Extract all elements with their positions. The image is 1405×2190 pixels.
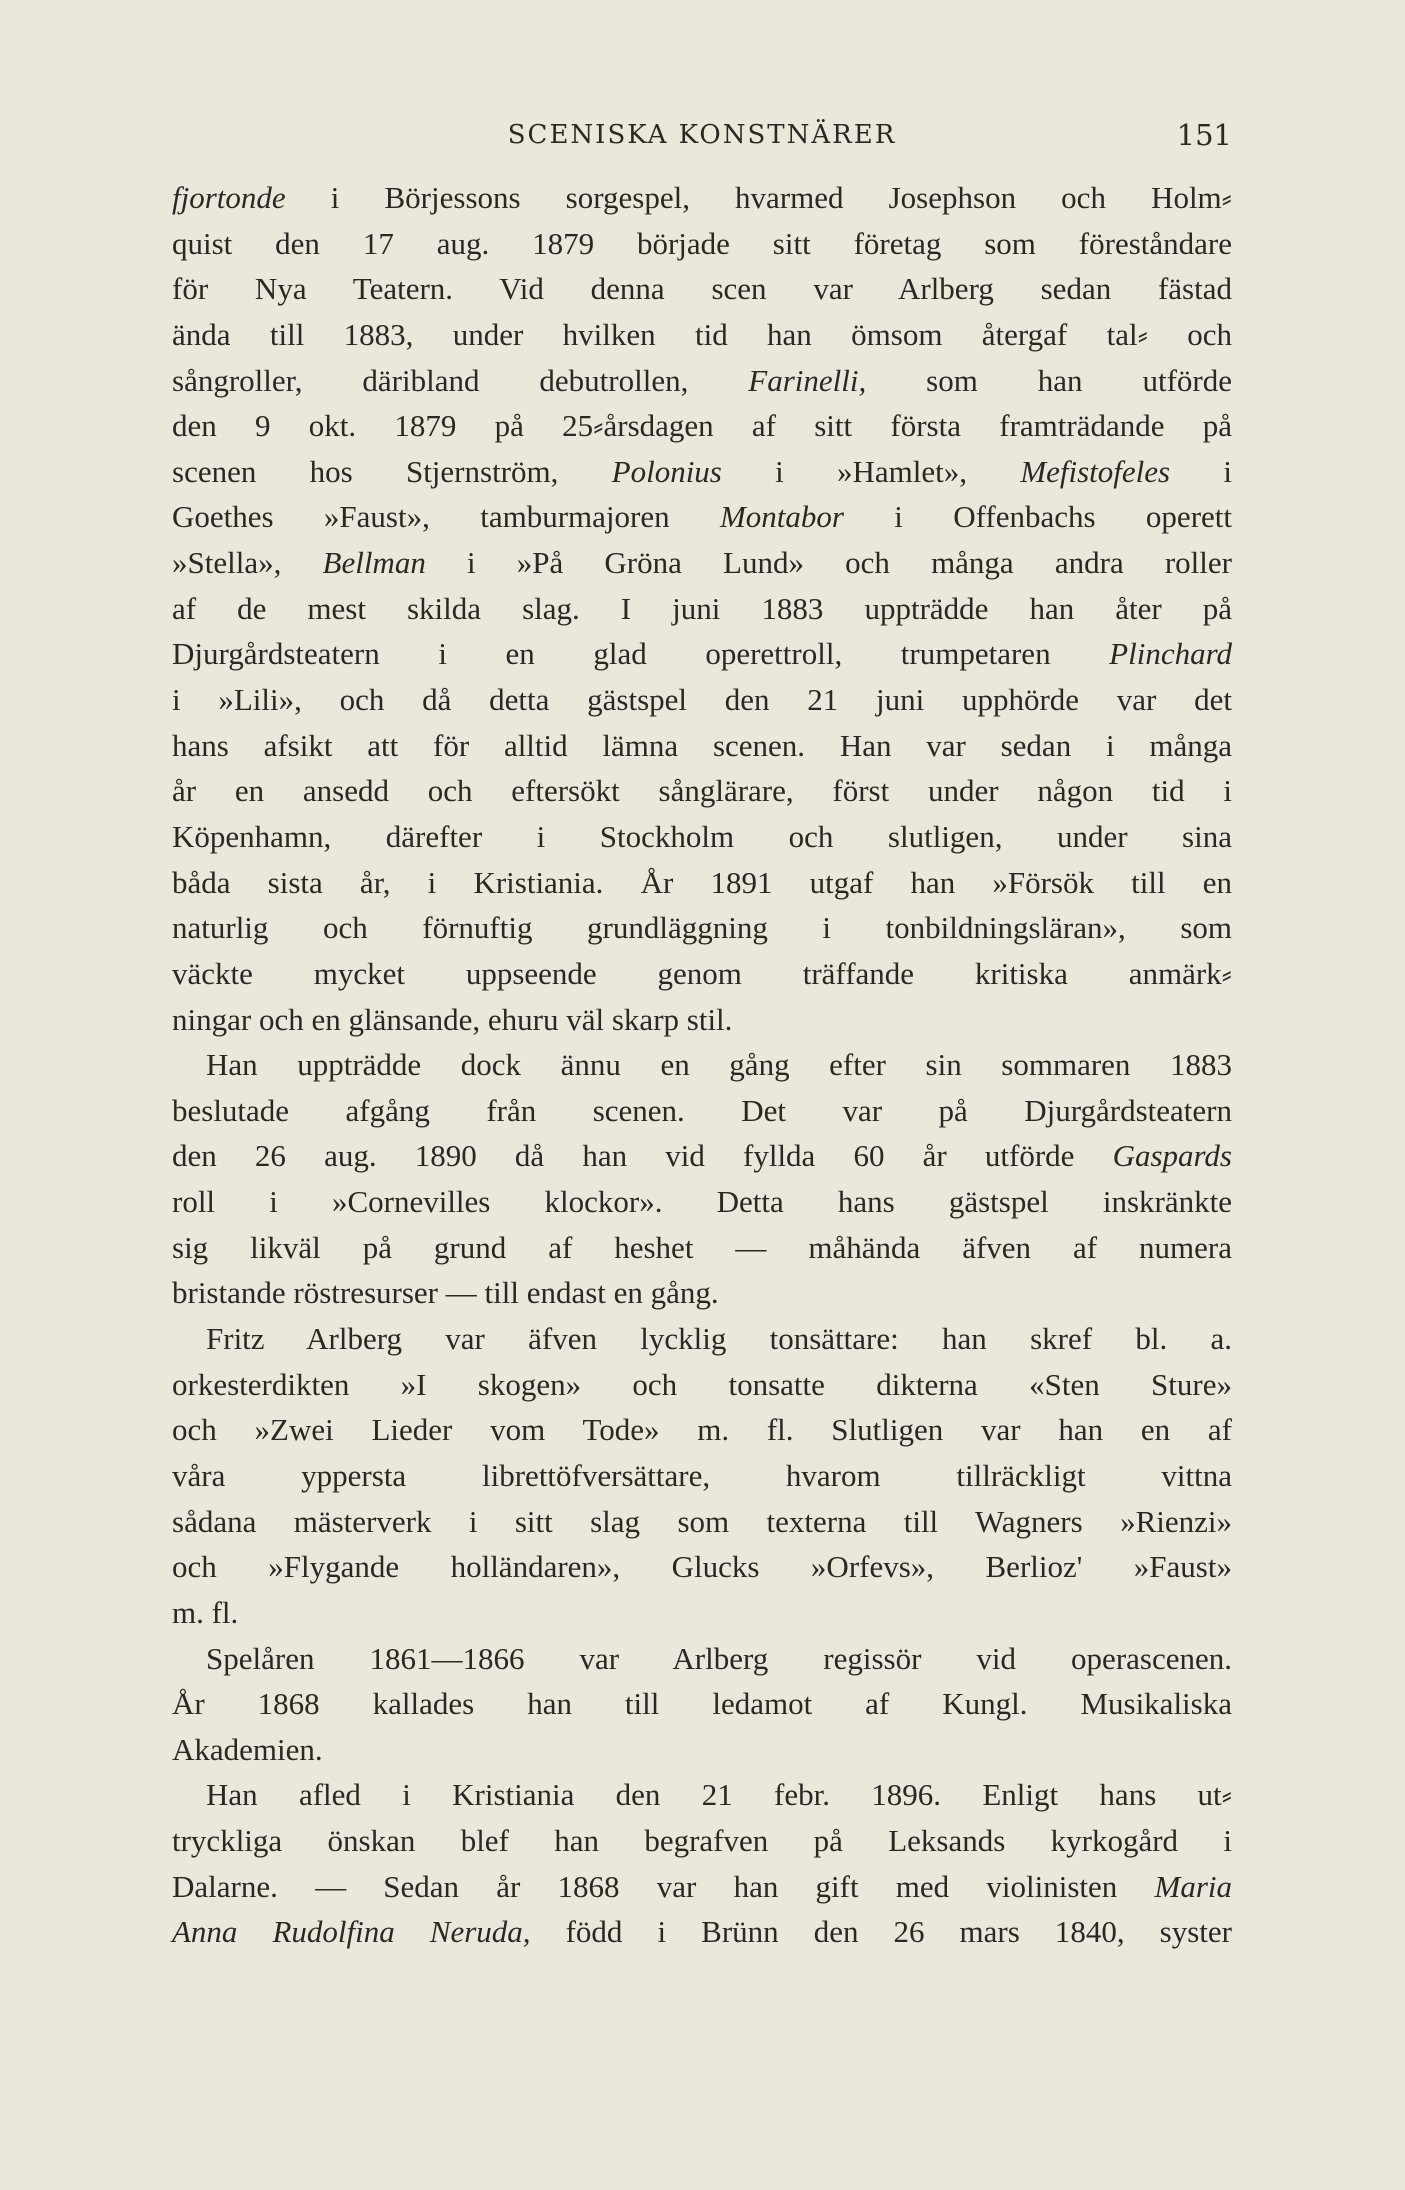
text-line xyxy=(172,905,1232,951)
text-line xyxy=(172,494,1232,540)
text-line xyxy=(172,1453,1232,1499)
text-line xyxy=(172,631,1232,677)
text-segment: orkesterdikten »I skogen» och tonsatte dikterna «Sten Sture» xyxy=(172,1366,1232,1402)
text-segment: som han utförde xyxy=(866,362,1232,398)
text-line xyxy=(172,723,1232,769)
italic-segment: Montabor xyxy=(719,499,844,535)
text-line xyxy=(172,1544,1232,1590)
text-segment: i Offenbachs operett xyxy=(843,499,1233,535)
text-line xyxy=(172,540,1232,586)
text-segment: Fritz Arlberg var äfven lycklig tonsättare: han skref bl. a. xyxy=(206,1321,1232,1357)
text-line xyxy=(172,1772,1232,1818)
text-line xyxy=(172,1864,1232,1910)
text-segment: sig likväl på grund af heshet — måhända äfven af numera xyxy=(172,1229,1232,1265)
text-segment: scenen hos Stjernström, xyxy=(172,453,612,489)
running-head xyxy=(172,112,1232,162)
text-segment: naturlig och förnuftig grundläggning i tonbildningsläran», som xyxy=(172,910,1232,946)
text-line xyxy=(172,1407,1232,1453)
text-segment: quist den 17 aug. 1879 började sitt företag som föreståndare xyxy=(172,225,1232,261)
text-line xyxy=(172,1909,1232,1955)
text-line xyxy=(172,221,1232,267)
italic-segment: Anna Rudolfina Neruda, xyxy=(172,1914,531,1950)
text-line xyxy=(172,586,1232,632)
text-segment: Djurgårdsteatern i en glad operettroll, trumpetaren xyxy=(172,636,1110,672)
text-line xyxy=(172,175,1232,221)
text-line xyxy=(172,951,1232,997)
body-text xyxy=(172,175,1232,1955)
text-segment: af de mest skilda slag. I juni 1883 uppträdde han åter på xyxy=(172,590,1232,626)
text-segment: för Nya Teatern. Vid denna scen var Arlberg sedan fästad xyxy=(172,271,1232,307)
text-segment: hans afsikt att för alltid lämna scenen. Han var sedan i många xyxy=(172,727,1232,763)
italic-segment: Bellman xyxy=(322,545,426,581)
text-line xyxy=(172,403,1232,449)
text-line xyxy=(172,1225,1232,1271)
text-segment: Han afled i Kristiania den 21 febr. 1896. Enligt hans ut⸗ xyxy=(206,1777,1232,1813)
text-line xyxy=(172,997,1232,1043)
italic-segment: Farinelli, xyxy=(748,362,867,398)
text-segment: väckte mycket uppseende genom träffande kritiska anmärk⸗ xyxy=(172,955,1232,991)
text-segment: År 1868 kallades han till ledamot af Kungl. Musikaliska xyxy=(172,1686,1232,1722)
text-segment: ända till 1883, under hvilken tid han ömsom återgaf tal⸗ och xyxy=(172,316,1232,352)
text-segment: i xyxy=(1170,453,1232,489)
text-segment: sådana mästerverk i sitt slag som texterna till Wagners »Rienzi» xyxy=(172,1503,1232,1539)
text-segment: Spelåren 1861—1866 var Arlberg regissör vid operascenen. xyxy=(206,1640,1232,1676)
italic-segment: Plinchard xyxy=(1109,636,1232,672)
text-line xyxy=(172,1362,1232,1408)
text-line xyxy=(172,1042,1232,1088)
text-segment: bristande röstresurser — till endast en gång. xyxy=(172,1275,719,1311)
page-number: 151 xyxy=(1176,118,1232,152)
text-line xyxy=(172,814,1232,860)
text-segment: den 9 okt. 1879 på 25⸗årsdagen af sitt första framträdande på xyxy=(172,408,1232,444)
text-line xyxy=(172,1179,1232,1225)
text-line xyxy=(172,1499,1232,1545)
text-segment: född i Brünn den 26 mars 1840, syster xyxy=(530,1914,1232,1950)
text-segment: Akademien. xyxy=(172,1731,323,1767)
text-line xyxy=(172,1270,1232,1316)
text-line xyxy=(172,1818,1232,1864)
italic-segment: Maria xyxy=(1154,1868,1232,1904)
text-line xyxy=(172,768,1232,814)
text-line xyxy=(172,1636,1232,1682)
text-segment: och »Zwei Lieder vom Tode» m. fl. Slutligen var han en af xyxy=(172,1412,1232,1448)
text-segment: Han uppträdde dock ännu en gång efter sin sommaren 1883 xyxy=(206,1047,1232,1083)
text-line xyxy=(172,860,1232,906)
text-segment: den 26 aug. 1890 då han vid fyllda 60 år utförde xyxy=(172,1138,1113,1174)
text-segment: ningar och en glänsande, ehuru väl skarp stil. xyxy=(172,1001,733,1037)
text-segment: Dalarne. — Sedan år 1868 var han gift med violinisten xyxy=(172,1868,1155,1904)
text-segment: beslutade afgång från scenen. Det var på Djurgårdsteatern xyxy=(172,1092,1232,1128)
text-line xyxy=(172,358,1232,404)
text-segment: år en ansedd och eftersökt sånglärare, först under någon tid i xyxy=(172,773,1232,809)
text-line xyxy=(172,1590,1232,1636)
text-segment: i »Lili», och då detta gästspel den 21 juni upphörde var det xyxy=(172,682,1232,718)
text-line xyxy=(172,449,1232,495)
text-line xyxy=(172,1316,1232,1362)
italic-segment: Mefistofeles xyxy=(1020,453,1171,489)
text-segment: och »Flygande holländaren», Glucks »Orfevs», Berlioz' »Faust» xyxy=(172,1549,1232,1585)
text-line xyxy=(172,312,1232,358)
text-segment: i »Hamlet», xyxy=(721,453,1021,489)
text-line xyxy=(172,1681,1232,1727)
text-segment: Goethes »Faust», tamburmajoren xyxy=(172,499,720,535)
text-line xyxy=(172,1088,1232,1134)
text-segment: Köpenhamn, därefter i Stockholm och slutligen, under sina xyxy=(172,818,1232,854)
running-title: SCENISKA KONSTNÄRER xyxy=(507,120,897,150)
text-segment: roll i »Cornevilles klockor». Detta hans gästspel inskränkte xyxy=(172,1184,1232,1220)
text-segment: m. fl. xyxy=(172,1594,239,1630)
italic-segment: Gaspards xyxy=(1112,1138,1232,1174)
text-segment: sångroller, däribland debutrollen, xyxy=(172,362,749,398)
text-segment: tryckliga önskan blef han begrafven på Leksands kyrkogård i xyxy=(172,1823,1232,1859)
text-segment: i Börjessons sorgespel, hvarmed Josephson och Holm⸗ xyxy=(285,180,1232,215)
text-segment: i »På Gröna Lund» och många andra roller xyxy=(425,545,1232,581)
text-segment: »Stella», xyxy=(172,545,323,581)
text-line xyxy=(172,1133,1232,1179)
text-segment: båda sista år, i Kristiania. År 1891 utgaf han »Försök till en xyxy=(172,864,1232,900)
text-line xyxy=(172,677,1232,723)
italic-segment: Polonius xyxy=(611,453,722,489)
text-segment: våra yppersta librettöfversättare, hvarom tillräckligt vittna xyxy=(172,1457,1232,1493)
text-line xyxy=(172,266,1232,312)
text-line xyxy=(172,1727,1232,1773)
italic-segment: fjortonde xyxy=(172,180,286,215)
